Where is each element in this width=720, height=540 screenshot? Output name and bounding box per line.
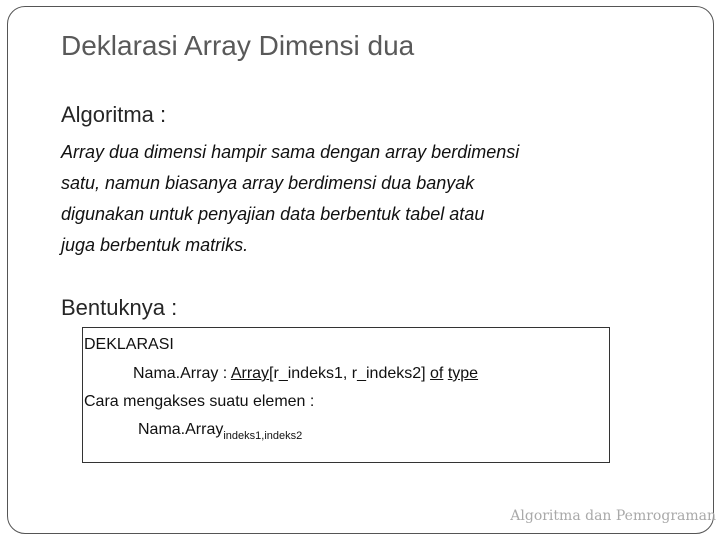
- code-prefix: Nama.Array :: [133, 365, 231, 382]
- element-subscript: indeks1,indeks2: [223, 430, 303, 442]
- code-line-deklarasi: DEKLARASI: [84, 336, 174, 353]
- description-paragraph: [61, 137, 651, 261]
- algoritma-heading: Algoritma :: [61, 102, 167, 127]
- code-line-element: [138, 421, 303, 442]
- declaration-code-box: [82, 327, 610, 463]
- code-indices: [r_indeks1, r_indeks2]: [269, 365, 431, 382]
- footer-text: Algoritma dan Pemrograman: [510, 508, 716, 524]
- description-line: satu, namun biasanya array berdimensi dua banyak: [61, 173, 475, 193]
- description-line: juga berbentuk matriks.: [61, 235, 249, 255]
- slide-title: Deklarasi Array Dimensi dua: [61, 30, 415, 61]
- code-line-array-declaration: [133, 365, 478, 383]
- element-name: Nama.Array: [138, 421, 224, 438]
- code-line-access: Cara mengakses suatu elemen :: [84, 393, 315, 410]
- array-keyword: Array: [230, 365, 270, 382]
- description-line: Array dua dimensi hampir sama dengan array berdimensi: [61, 142, 520, 162]
- description-line: digunakan untuk penyajian data berbentuk tabel atau: [61, 204, 485, 224]
- of-keyword: of: [430, 365, 444, 382]
- type-keyword: type: [447, 365, 479, 382]
- bentuk-heading: Bentuknya :: [61, 295, 178, 320]
